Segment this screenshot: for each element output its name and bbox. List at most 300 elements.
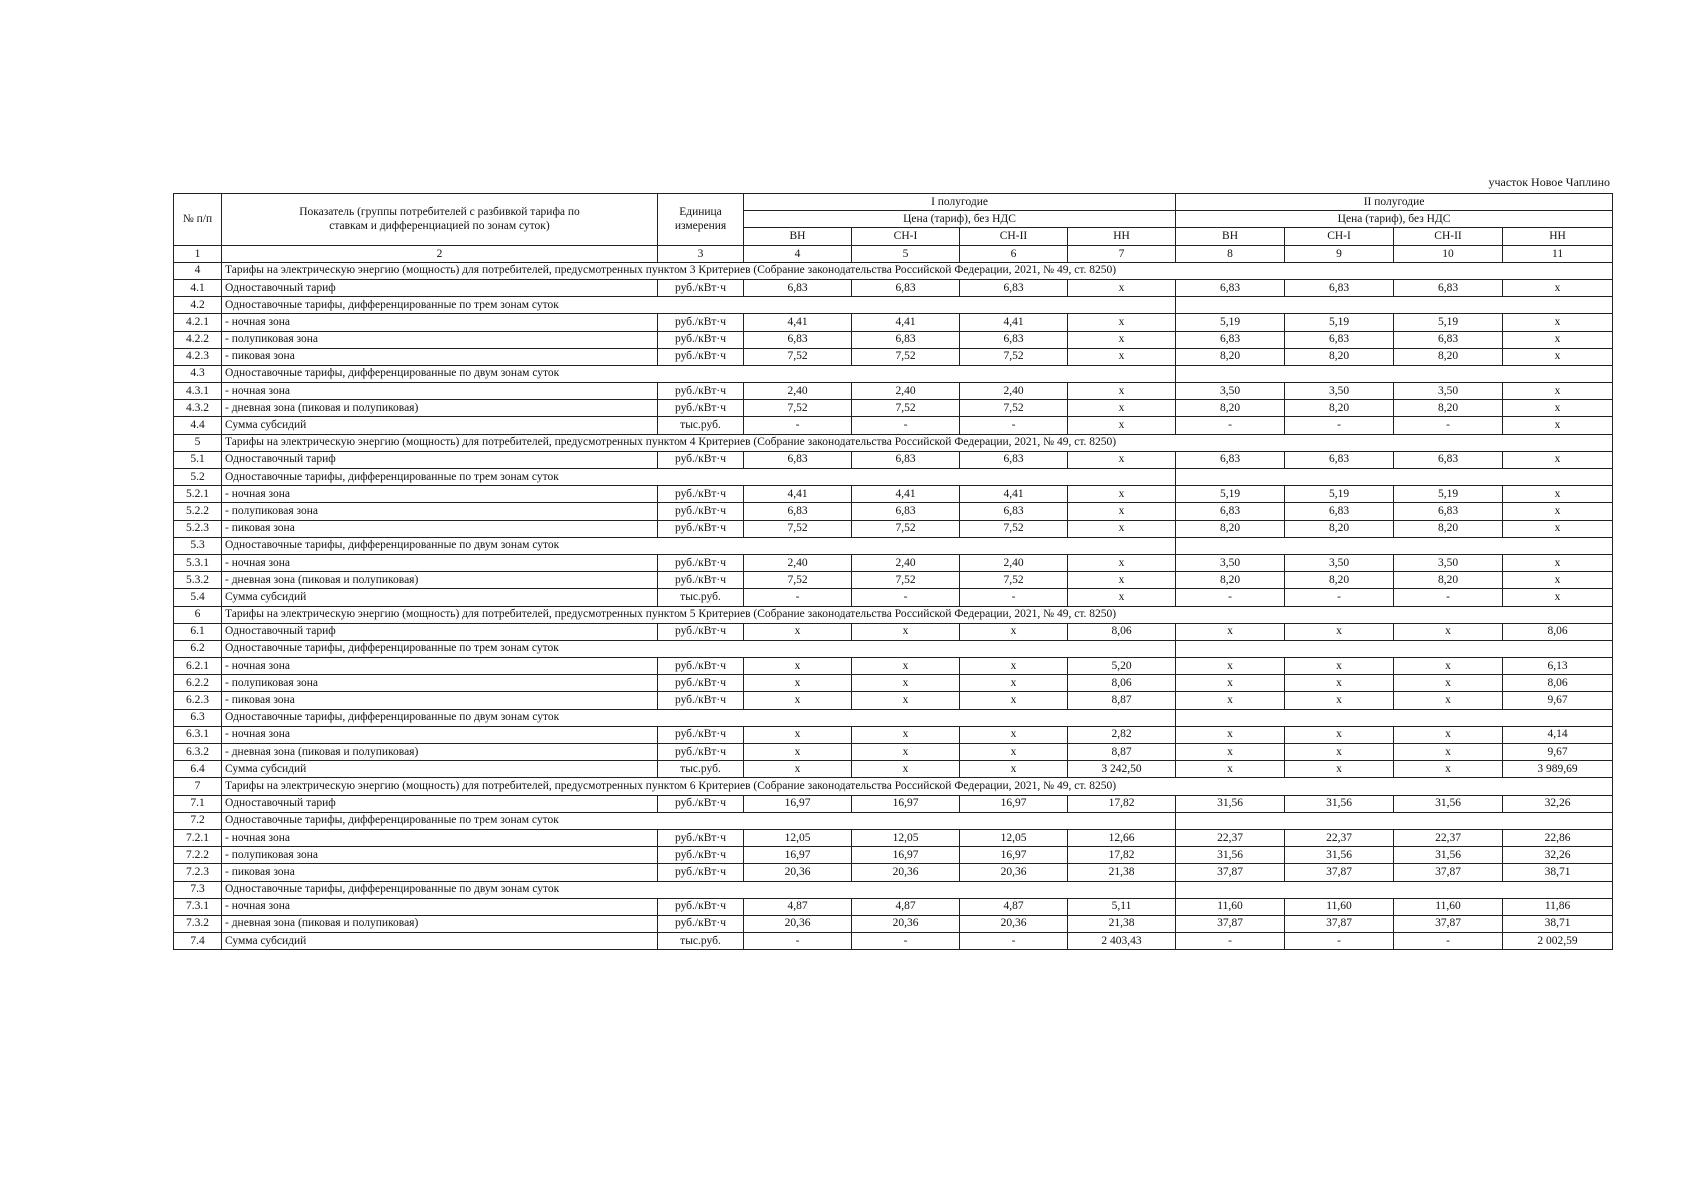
row-value: 11,60 bbox=[1285, 898, 1394, 915]
row-value: х bbox=[960, 658, 1068, 675]
row-value: 16,97 bbox=[852, 847, 960, 864]
row-value: х bbox=[1068, 486, 1176, 503]
row-value: 37,87 bbox=[1285, 864, 1394, 881]
group-row bbox=[174, 812, 1613, 829]
row-value: х bbox=[744, 761, 852, 778]
group-title: Одноставочные тарифы, дифференцированные по трем зонам суток bbox=[222, 812, 1176, 829]
row-value: 9,67 bbox=[1503, 692, 1613, 709]
group-title: Одноставочные тарифы, дифференцированные по двум зонам суток bbox=[222, 537, 1176, 554]
row-unit: руб./кВт·ч bbox=[658, 503, 744, 520]
header-column-number: 9 bbox=[1285, 245, 1394, 262]
row-indicator: - полупиковая зона bbox=[222, 847, 658, 864]
section-title: Тарифы на электрическую энергию (мощность) для потребителей, предусмотренных пунктом 4 Критериев (Собрание законодательства Российской Федерации, 2021, № 49, ст. 8250) bbox=[222, 434, 1613, 451]
row-value: 20,36 bbox=[960, 915, 1068, 932]
row-value: х bbox=[852, 726, 960, 743]
row-value: х bbox=[1503, 554, 1613, 571]
row-value: х bbox=[1068, 314, 1176, 331]
row-unit: руб./кВт·ч bbox=[658, 451, 744, 468]
row-value: х bbox=[1176, 623, 1285, 640]
row-number: 7.2.3 bbox=[174, 864, 222, 881]
row-indicator: - пиковая зона bbox=[222, 692, 658, 709]
table-row bbox=[174, 864, 1613, 881]
row-indicator: - полупиковая зона bbox=[222, 675, 658, 692]
row-value: 8,20 bbox=[1285, 400, 1394, 417]
row-value: 2,40 bbox=[960, 554, 1068, 571]
row-value: 31,56 bbox=[1176, 847, 1285, 864]
table-row bbox=[174, 503, 1613, 520]
header-level: НН bbox=[1503, 228, 1613, 245]
row-number: 5.3 bbox=[174, 537, 222, 554]
row-value: - bbox=[960, 417, 1068, 434]
header-column-number: 1 bbox=[174, 245, 222, 262]
header-column-number: 11 bbox=[1503, 245, 1613, 262]
table-row bbox=[174, 915, 1613, 932]
row-unit: руб./кВт·ч bbox=[658, 675, 744, 692]
header-half1: I полугодие bbox=[744, 194, 1176, 211]
row-unit: руб./кВт·ч bbox=[658, 554, 744, 571]
row-indicator: - ночная зона bbox=[222, 486, 658, 503]
row-value: х bbox=[744, 658, 852, 675]
group-row bbox=[174, 640, 1613, 657]
table-row bbox=[174, 348, 1613, 365]
section-row bbox=[174, 778, 1613, 795]
group-filler bbox=[1176, 812, 1613, 829]
row-value: 6,83 bbox=[1394, 451, 1503, 468]
site-label: участок Новое Чаплино bbox=[1488, 175, 1610, 189]
row-value: х bbox=[960, 692, 1068, 709]
row-value: х bbox=[744, 692, 852, 709]
row-number: 6.3.1 bbox=[174, 726, 222, 743]
row-value: х bbox=[1068, 589, 1176, 606]
row-value: 5,20 bbox=[1068, 658, 1176, 675]
row-number: 7.2.1 bbox=[174, 829, 222, 846]
row-value: х bbox=[1176, 675, 1285, 692]
row-value: 16,97 bbox=[744, 795, 852, 812]
row-value: 31,56 bbox=[1285, 795, 1394, 812]
row-value: х bbox=[852, 761, 960, 778]
row-number: 5 bbox=[174, 434, 222, 451]
row-number: 6 bbox=[174, 606, 222, 623]
table-row bbox=[174, 554, 1613, 571]
row-value: 8,20 bbox=[1394, 348, 1503, 365]
row-value: 6,83 bbox=[1394, 503, 1503, 520]
row-value: 5,19 bbox=[1285, 486, 1394, 503]
row-value: 4,87 bbox=[744, 898, 852, 915]
row-value: 31,56 bbox=[1176, 795, 1285, 812]
row-unit: руб./кВт·ч bbox=[658, 331, 744, 348]
row-number: 6.2.3 bbox=[174, 692, 222, 709]
row-value: х bbox=[1068, 400, 1176, 417]
row-indicator: Одноставочный тариф bbox=[222, 451, 658, 468]
table-row bbox=[174, 692, 1613, 709]
row-value: 4,41 bbox=[960, 314, 1068, 331]
row-value: 32,26 bbox=[1503, 795, 1613, 812]
row-indicator: - ночная зона bbox=[222, 383, 658, 400]
group-title: Одноставочные тарифы, дифференцированные по трем зонам суток bbox=[222, 297, 1176, 314]
row-value: х bbox=[1503, 348, 1613, 365]
group-title: Одноставочные тарифы, дифференцированные по двум зонам суток bbox=[222, 365, 1176, 382]
row-value: - bbox=[1285, 589, 1394, 606]
row-unit: руб./кВт·ч bbox=[658, 400, 744, 417]
row-value: х bbox=[744, 623, 852, 640]
row-number: 7 bbox=[174, 778, 222, 795]
row-value: 6,83 bbox=[744, 279, 852, 296]
row-value: 8,87 bbox=[1068, 692, 1176, 709]
row-value: х bbox=[852, 658, 960, 675]
header-level: ВН bbox=[744, 228, 852, 245]
row-unit: руб./кВт·ч bbox=[658, 314, 744, 331]
header-level: СН-I bbox=[852, 228, 960, 245]
row-value: 16,97 bbox=[744, 847, 852, 864]
row-value: 8,06 bbox=[1068, 675, 1176, 692]
row-value: х bbox=[960, 675, 1068, 692]
row-value: 37,87 bbox=[1394, 864, 1503, 881]
row-value: х bbox=[1394, 658, 1503, 675]
row-value: х bbox=[1503, 486, 1613, 503]
row-value: х bbox=[1285, 675, 1394, 692]
row-number: 7.3.2 bbox=[174, 915, 222, 932]
row-value: 31,56 bbox=[1394, 847, 1503, 864]
row-number: 6.4 bbox=[174, 761, 222, 778]
row-value: 8,06 bbox=[1503, 675, 1613, 692]
row-value: 3,50 bbox=[1285, 383, 1394, 400]
header-price2: Цена (тариф), без НДС bbox=[1176, 211, 1613, 228]
header-column-number: 8 bbox=[1176, 245, 1285, 262]
table-header bbox=[174, 194, 1613, 263]
row-indicator: - пиковая зона bbox=[222, 348, 658, 365]
row-value: 5,19 bbox=[1176, 486, 1285, 503]
row-value: 6,83 bbox=[852, 331, 960, 348]
row-value: 6,83 bbox=[744, 503, 852, 520]
row-value: 37,87 bbox=[1176, 915, 1285, 932]
row-value: - bbox=[744, 417, 852, 434]
row-value: х bbox=[1285, 726, 1394, 743]
row-value: - bbox=[960, 933, 1068, 950]
row-value: 6,83 bbox=[744, 451, 852, 468]
row-value: 8,20 bbox=[1394, 520, 1503, 537]
row-value: х bbox=[960, 744, 1068, 761]
row-value: 7,52 bbox=[852, 348, 960, 365]
row-number: 4.3.1 bbox=[174, 383, 222, 400]
row-number: 7.3 bbox=[174, 881, 222, 898]
row-unit: руб./кВт·ч bbox=[658, 572, 744, 589]
row-indicator: - полупиковая зона bbox=[222, 331, 658, 348]
row-value: 4,41 bbox=[852, 314, 960, 331]
row-value: х bbox=[1176, 658, 1285, 675]
row-value: 11,60 bbox=[1394, 898, 1503, 915]
row-value: 7,52 bbox=[852, 400, 960, 417]
row-value: 17,82 bbox=[1068, 847, 1176, 864]
table-row bbox=[174, 314, 1613, 331]
header-level: СН-II bbox=[1394, 228, 1503, 245]
row-value: х bbox=[852, 692, 960, 709]
row-value: 8,06 bbox=[1068, 623, 1176, 640]
row-value: 12,66 bbox=[1068, 829, 1176, 846]
table-row bbox=[174, 898, 1613, 915]
section-title: Тарифы на электрическую энергию (мощность) для потребителей, предусмотренных пунктом 3 Критериев (Собрание законодательства Российской Федерации, 2021, № 49, ст. 8250) bbox=[222, 262, 1613, 279]
row-value: 4,14 bbox=[1503, 726, 1613, 743]
row-value: 4,41 bbox=[960, 486, 1068, 503]
row-value: 32,26 bbox=[1503, 847, 1613, 864]
row-indicator: - ночная зона bbox=[222, 829, 658, 846]
row-value: х bbox=[1503, 417, 1613, 434]
row-value: - bbox=[852, 589, 960, 606]
row-unit: руб./кВт·ч bbox=[658, 279, 744, 296]
header-unit: Единица измерения bbox=[658, 194, 744, 246]
row-unit: руб./кВт·ч bbox=[658, 864, 744, 881]
table-row bbox=[174, 675, 1613, 692]
row-value: 5,19 bbox=[1394, 314, 1503, 331]
row-value: 2 002,59 bbox=[1503, 933, 1613, 950]
row-number: 5.1 bbox=[174, 451, 222, 468]
row-value: х bbox=[1068, 417, 1176, 434]
row-value: х bbox=[1068, 572, 1176, 589]
row-value: 8,20 bbox=[1176, 520, 1285, 537]
row-value: 37,87 bbox=[1285, 915, 1394, 932]
row-number: 7.2 bbox=[174, 812, 222, 829]
group-row bbox=[174, 297, 1613, 314]
row-indicator: - ночная зона bbox=[222, 658, 658, 675]
row-value: х bbox=[1068, 331, 1176, 348]
row-value: 38,71 bbox=[1503, 864, 1613, 881]
row-value: 8,20 bbox=[1176, 400, 1285, 417]
row-value: 7,52 bbox=[744, 572, 852, 589]
row-value: 6,83 bbox=[960, 331, 1068, 348]
row-value: х bbox=[1068, 520, 1176, 537]
row-value: х bbox=[744, 726, 852, 743]
row-indicator: - пиковая зона bbox=[222, 520, 658, 537]
table-row bbox=[174, 572, 1613, 589]
row-unit: руб./кВт·ч bbox=[658, 744, 744, 761]
group-filler bbox=[1176, 537, 1613, 554]
row-value: 3,50 bbox=[1285, 554, 1394, 571]
row-indicator: - пиковая зона bbox=[222, 864, 658, 881]
row-value: х bbox=[1285, 761, 1394, 778]
table-row bbox=[174, 486, 1613, 503]
row-value: х bbox=[960, 761, 1068, 778]
row-value: 21,38 bbox=[1068, 915, 1176, 932]
row-value: 7,52 bbox=[852, 520, 960, 537]
row-value: х bbox=[1176, 761, 1285, 778]
row-value: 2 403,43 bbox=[1068, 933, 1176, 950]
table-row bbox=[174, 331, 1613, 348]
row-value: х bbox=[852, 623, 960, 640]
row-value: 38,71 bbox=[1503, 915, 1613, 932]
table-row bbox=[174, 933, 1613, 950]
row-unit: руб./кВт·ч bbox=[658, 383, 744, 400]
row-value: х bbox=[1394, 761, 1503, 778]
row-value: - bbox=[1394, 417, 1503, 434]
section-title: Тарифы на электрическую энергию (мощность) для потребителей, предусмотренных пунктом 6 Критериев (Собрание законодательства Российской Федерации, 2021, № 49, ст. 8250) bbox=[222, 778, 1613, 795]
row-number: 7.1 bbox=[174, 795, 222, 812]
row-value: 20,36 bbox=[744, 864, 852, 881]
row-unit: руб./кВт·ч bbox=[658, 486, 744, 503]
row-number: 6.2 bbox=[174, 640, 222, 657]
row-value: 6,83 bbox=[1176, 451, 1285, 468]
row-number: 6.1 bbox=[174, 623, 222, 640]
row-value: 16,97 bbox=[960, 847, 1068, 864]
row-number: 7.3.1 bbox=[174, 898, 222, 915]
row-value: х bbox=[1394, 692, 1503, 709]
row-value: х bbox=[1285, 623, 1394, 640]
row-indicator: Одноставочный тариф bbox=[222, 623, 658, 640]
row-value: - bbox=[852, 933, 960, 950]
row-value: х bbox=[1068, 383, 1176, 400]
group-row bbox=[174, 881, 1613, 898]
row-number: 6.3 bbox=[174, 709, 222, 726]
row-number: 5.2.1 bbox=[174, 486, 222, 503]
row-value: 6,83 bbox=[744, 331, 852, 348]
row-number: 5.2.2 bbox=[174, 503, 222, 520]
row-value: 5,19 bbox=[1176, 314, 1285, 331]
row-indicator: - дневная зона (пиковая и полупиковая) bbox=[222, 915, 658, 932]
row-value: 7,52 bbox=[744, 348, 852, 365]
row-number: 6.3.2 bbox=[174, 744, 222, 761]
row-value: 8,20 bbox=[1394, 400, 1503, 417]
row-value: 8,20 bbox=[1285, 348, 1394, 365]
row-value: х bbox=[1503, 572, 1613, 589]
section-row bbox=[174, 606, 1613, 623]
header-level: СН-I bbox=[1285, 228, 1394, 245]
row-value: х bbox=[1176, 726, 1285, 743]
row-value: 12,05 bbox=[744, 829, 852, 846]
row-number: 4.4 bbox=[174, 417, 222, 434]
row-number: 4.3.2 bbox=[174, 400, 222, 417]
row-unit: руб./кВт·ч bbox=[658, 795, 744, 812]
row-value: 4,87 bbox=[852, 898, 960, 915]
row-value: х bbox=[852, 675, 960, 692]
table-row bbox=[174, 451, 1613, 468]
row-indicator: Одноставочный тариф bbox=[222, 795, 658, 812]
row-value: 5,11 bbox=[1068, 898, 1176, 915]
row-value: х bbox=[1176, 744, 1285, 761]
row-value: 6,83 bbox=[1285, 331, 1394, 348]
row-value: 20,36 bbox=[960, 864, 1068, 881]
row-value: 6,83 bbox=[852, 451, 960, 468]
row-value: х bbox=[1503, 451, 1613, 468]
row-value: х bbox=[1285, 744, 1394, 761]
header-price1: Цена (тариф), без НДС bbox=[744, 211, 1176, 228]
table-row bbox=[174, 400, 1613, 417]
header-column-number: 5 bbox=[852, 245, 960, 262]
header-column-number: 4 bbox=[744, 245, 852, 262]
row-value: 7,52 bbox=[960, 400, 1068, 417]
row-number: 4.2.1 bbox=[174, 314, 222, 331]
row-value: х bbox=[1068, 451, 1176, 468]
header-column-number: 2 bbox=[222, 245, 658, 262]
row-value: х bbox=[1394, 744, 1503, 761]
group-filler bbox=[1176, 640, 1613, 657]
row-value: 6,83 bbox=[852, 279, 960, 296]
row-value: 4,41 bbox=[744, 314, 852, 331]
row-value: 6,83 bbox=[960, 451, 1068, 468]
row-value: - bbox=[852, 417, 960, 434]
table-row bbox=[174, 623, 1613, 640]
row-number: 6.2.1 bbox=[174, 658, 222, 675]
row-number: 4 bbox=[174, 262, 222, 279]
group-title: Одноставочные тарифы, дифференцированные по двум зонам суток bbox=[222, 709, 1176, 726]
row-unit: руб./кВт·ч bbox=[658, 829, 744, 846]
row-value: 2,82 bbox=[1068, 726, 1176, 743]
row-unit: руб./кВт·ч bbox=[658, 348, 744, 365]
row-value: 7,52 bbox=[960, 572, 1068, 589]
row-value: - bbox=[1176, 417, 1285, 434]
header-column-numbers-row bbox=[174, 245, 1613, 262]
row-value: 3 242,50 bbox=[1068, 761, 1176, 778]
group-row bbox=[174, 537, 1613, 554]
row-indicator: Сумма субсидий bbox=[222, 933, 658, 950]
row-number: 6.2.2 bbox=[174, 675, 222, 692]
table-row bbox=[174, 520, 1613, 537]
table-row bbox=[174, 847, 1613, 864]
group-filler bbox=[1176, 297, 1613, 314]
row-value: 20,36 bbox=[852, 915, 960, 932]
header-level: СН-II bbox=[960, 228, 1068, 245]
row-value: 20,36 bbox=[852, 864, 960, 881]
group-row bbox=[174, 469, 1613, 486]
row-value: 8,06 bbox=[1503, 623, 1613, 640]
group-row bbox=[174, 709, 1613, 726]
row-value: 17,82 bbox=[1068, 795, 1176, 812]
row-value: - bbox=[1285, 417, 1394, 434]
row-value: х bbox=[1285, 692, 1394, 709]
row-value: 7,52 bbox=[852, 572, 960, 589]
row-value: - bbox=[744, 933, 852, 950]
table-row bbox=[174, 589, 1613, 606]
table-row bbox=[174, 383, 1613, 400]
row-value: 6,83 bbox=[1285, 279, 1394, 296]
group-title: Одноставочные тарифы, дифференцированные по трем зонам суток bbox=[222, 640, 1176, 657]
row-value: х bbox=[960, 726, 1068, 743]
group-title: Одноставочные тарифы, дифференцированные по двум зонам суток bbox=[222, 881, 1176, 898]
row-value: 6,83 bbox=[852, 503, 960, 520]
row-value: 16,97 bbox=[852, 795, 960, 812]
header-half2: II полугодие bbox=[1176, 194, 1613, 211]
row-value: 6,83 bbox=[1285, 451, 1394, 468]
row-value: 8,20 bbox=[1394, 572, 1503, 589]
group-filler bbox=[1176, 365, 1613, 382]
row-value: 6,83 bbox=[1176, 503, 1285, 520]
table-body bbox=[174, 262, 1613, 950]
row-value: 8,20 bbox=[1176, 572, 1285, 589]
row-value: х bbox=[744, 675, 852, 692]
row-value: 20,36 bbox=[744, 915, 852, 932]
row-value: 9,67 bbox=[1503, 744, 1613, 761]
row-value: 3,50 bbox=[1394, 383, 1503, 400]
row-value: 5,19 bbox=[1394, 486, 1503, 503]
row-value: 31,56 bbox=[1394, 795, 1503, 812]
row-value: 12,05 bbox=[852, 829, 960, 846]
row-value: 6,13 bbox=[1503, 658, 1613, 675]
header-column-number: 10 bbox=[1394, 245, 1503, 262]
section-row bbox=[174, 434, 1613, 451]
row-value: 5,19 bbox=[1285, 314, 1394, 331]
row-value: х bbox=[1394, 726, 1503, 743]
row-indicator: - дневная зона (пиковая и полупиковая) bbox=[222, 744, 658, 761]
row-indicator: Сумма субсидий bbox=[222, 417, 658, 434]
row-unit: руб./кВт·ч bbox=[658, 726, 744, 743]
row-value: 16,97 bbox=[960, 795, 1068, 812]
row-value: 6,83 bbox=[1394, 279, 1503, 296]
row-value: 2,40 bbox=[852, 554, 960, 571]
row-number: 4.2.3 bbox=[174, 348, 222, 365]
row-value: 37,87 bbox=[1394, 915, 1503, 932]
row-indicator: - ночная зона bbox=[222, 898, 658, 915]
table-row bbox=[174, 417, 1613, 434]
row-indicator: - ночная зона bbox=[222, 726, 658, 743]
header-level: НН bbox=[1068, 228, 1176, 245]
row-value: х bbox=[744, 744, 852, 761]
